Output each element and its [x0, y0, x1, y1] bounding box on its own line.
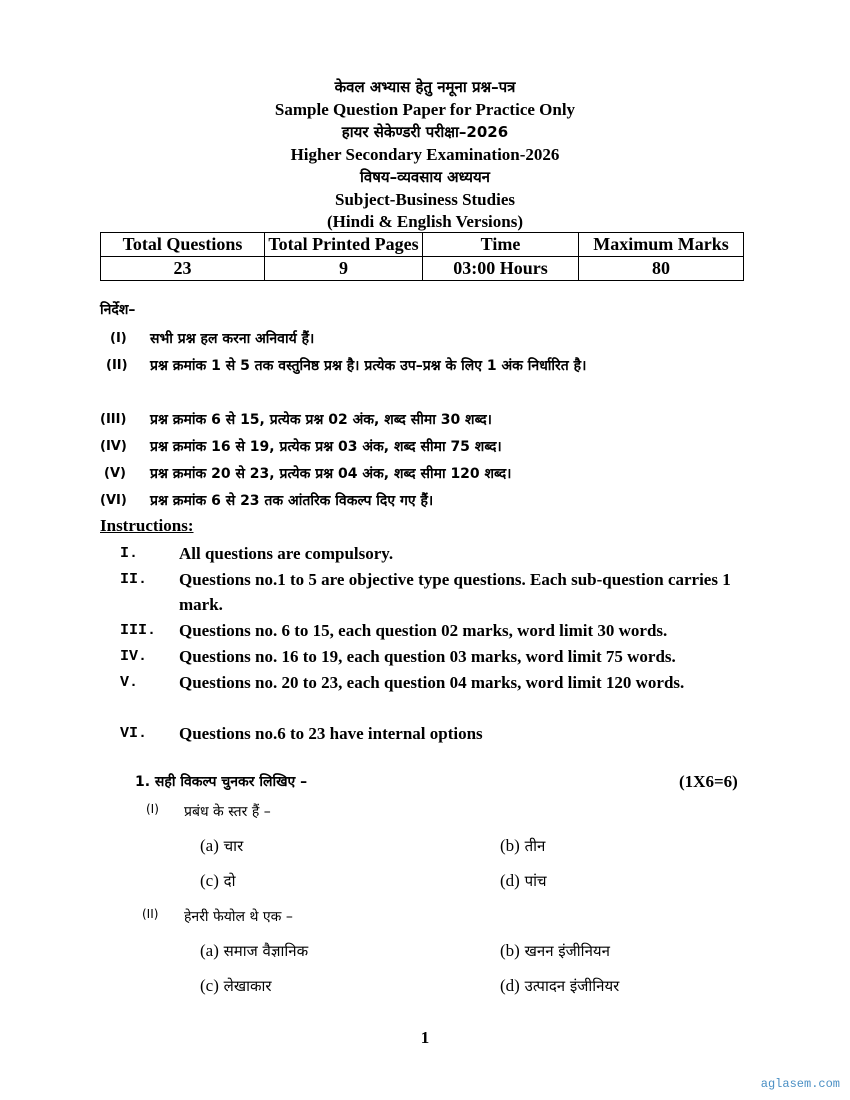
answer-option [200, 871, 236, 891]
item-text: प्रश्न क्रमांक 1 से 5 तक वस्तुनिष्ठ प्रश्न है। प्रत्येक उप–प्रश्न के लिए 1 अंक निर्धारित है। [150, 358, 587, 374]
item-text: Questions no. 6 to 15, each question 02 marks, word limit 30 words. [179, 621, 668, 640]
item-text: Questions no.6 to 23 have internal options [179, 724, 483, 743]
item-text: All questions are compulsory. [179, 544, 394, 563]
table-header-row [101, 233, 744, 257]
option-text: चार [223, 837, 244, 855]
table-cell: 9 [265, 257, 423, 281]
option-text: उत्पादन इंजीनियर [524, 977, 620, 995]
header-title-hindi: केवल अभ्यास हेतु नमूना प्रश्न–पत्र [334, 78, 516, 96]
item-number: VI. [120, 725, 148, 742]
item-number: (VI) [100, 493, 127, 508]
answer-option [500, 836, 545, 856]
option-label: (c) [200, 871, 219, 890]
item-text: प्रश्न क्रमांक 6 से 23 तक आंतरिक विकल्प दिए गए हैं। [150, 493, 434, 509]
item-number: V. [120, 674, 139, 691]
option-text: पांच [524, 872, 547, 890]
item-text: प्रश्न क्रमांक 16 से 19, प्रत्येक प्रश्न 03 अंक, शब्द सीमा 75 शब्द। [150, 439, 502, 455]
table-cell: 23 [101, 257, 265, 281]
option-label: (b) [500, 941, 520, 960]
option-label: (a) [200, 941, 219, 960]
item-number: (II) [106, 358, 128, 373]
option-label: (d) [500, 976, 520, 995]
item-text: Questions no. 16 to 19, each question 03 marks, word limit 75 words. [179, 647, 676, 666]
header-exam-hindi: हायर सेकेण्डरी परीक्षा–2026 [341, 123, 509, 141]
header-exam-english: Higher Secondary Examination-2026 [290, 144, 560, 164]
option-label: (d) [500, 871, 520, 890]
table-header-cell: Time [423, 233, 579, 257]
item-number: III. [120, 622, 157, 639]
table-cell: 03:00 Hours [423, 257, 579, 281]
item-number: (III) [100, 412, 127, 427]
option-text: तीन [524, 837, 546, 855]
table-header-cell: Maximum Marks [579, 233, 744, 257]
item-text: Questions no.1 to 5 are objective type questions. Each sub-question carries 1 mark. [179, 570, 731, 614]
item-text: Questions no. 20 to 23, each question 04 marks, word limit 120 words. [179, 673, 685, 692]
item-text: सभी प्रश्न हल करना अनिवार्य हैं। [150, 331, 315, 347]
item-number: IV. [120, 648, 148, 665]
option-text: समाज वैज्ञानिक [223, 942, 309, 960]
answer-option [500, 976, 619, 996]
exam-info-table [100, 232, 744, 281]
sub-question-number: (II) [142, 907, 159, 921]
item-number: I. [120, 545, 139, 562]
table-header-cell: Total Printed Pages [265, 233, 423, 257]
question-1-marks: (1X6=6) [679, 772, 738, 791]
sub-question-text: हेनरी फेयोल थे एक – [184, 909, 293, 925]
table-row [101, 257, 744, 281]
table-cell: 80 [579, 257, 744, 281]
item-number: (IV) [100, 439, 127, 454]
option-text: दो [223, 872, 236, 890]
answer-option [200, 836, 243, 856]
option-label: (a) [200, 836, 219, 855]
answer-option [200, 976, 272, 996]
paper-header [0, 76, 850, 234]
page-number: 1 [420, 1028, 430, 1047]
option-text: लेखाकार [223, 977, 272, 995]
answer-option [500, 941, 610, 961]
site-watermark: aglasem.com [760, 1077, 840, 1091]
table-header-cell: Total Questions [101, 233, 265, 257]
option-label: (b) [500, 836, 520, 855]
answer-option [500, 871, 547, 891]
hindi-instructions-title: निर्देश– [100, 302, 136, 318]
header-title-english: Sample Question Paper for Practice Only [274, 99, 576, 119]
item-number: II. [120, 571, 148, 588]
question-1-text: 1. सही विकल्प चुनकर लिखिए – [135, 774, 308, 790]
sub-question-number: (I) [146, 802, 159, 816]
item-text: प्रश्न क्रमांक 6 से 15, प्रत्येक प्रश्न 02 अंक, शब्द सीमा 30 शब्द। [150, 412, 492, 428]
item-number: (V) [104, 466, 126, 481]
sub-question-text: प्रबंध के स्तर हैं – [184, 804, 271, 820]
item-text: प्रश्न क्रमांक 20 से 23, प्रत्येक प्रश्न 04 अंक, शब्द सीमा 120 शब्द। [150, 466, 512, 482]
item-number: (I) [110, 331, 127, 346]
header-versions: (Hindi & English Versions) [326, 212, 524, 231]
option-label: (c) [200, 976, 219, 995]
option-text: खनन इंजीनियन [524, 942, 610, 960]
header-subject-english: Subject-Business Studies [335, 189, 515, 209]
answer-option [200, 941, 308, 961]
english-instructions-title: Instructions: [100, 516, 194, 535]
header-subject-hindi: विषय–व्यवसाय अध्ययन [359, 168, 491, 186]
